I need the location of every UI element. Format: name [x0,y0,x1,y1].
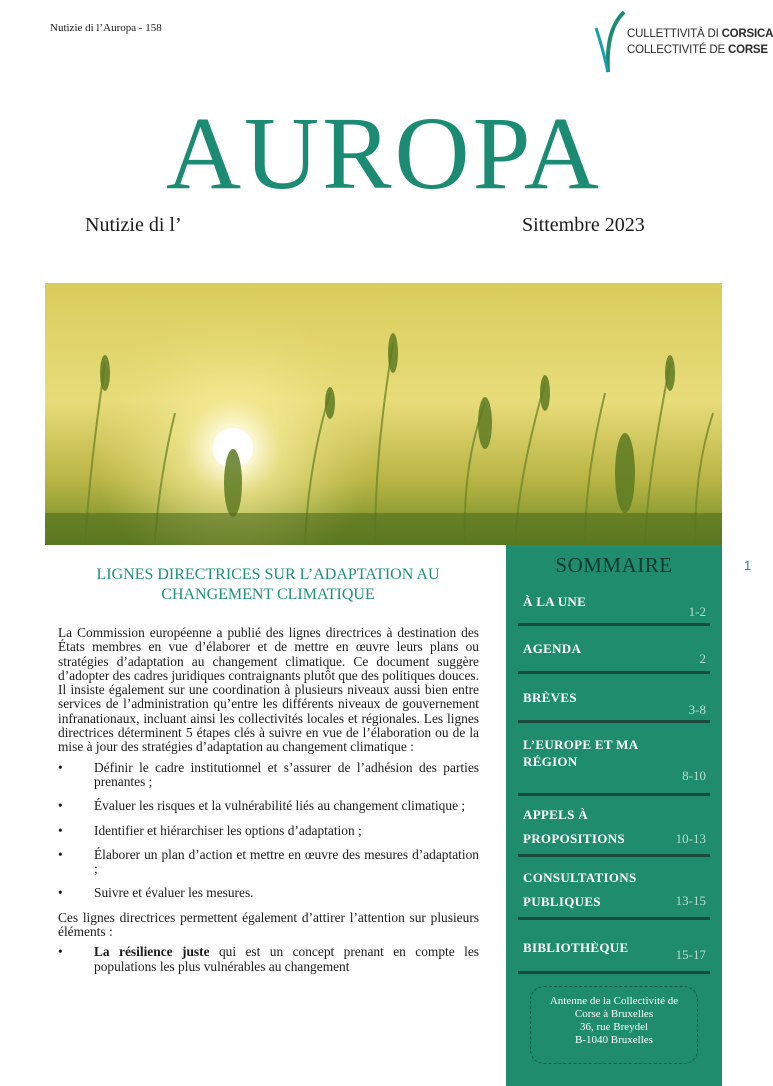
list-item: • Élaborer un plan d’action et mettre en œuvre des mesures d’adaptation ; [58,848,479,877]
masthead-title: AUROPA [165,96,603,211]
list-item: • Identifier et hiérarchiser les options d’adaptation ; [58,824,479,838]
elements-list [58,945,479,974]
article-body [58,626,479,984]
logo-text-corse: COLLECTIVITÉ DE CORSE [627,44,768,56]
page-number: 1 [744,558,752,573]
hero-image-wheat-sunset [45,283,722,545]
article-intro: La Commission européenne a publié des lignes directrices à destination des États membres en vue d’élaborer et de mettre en œuvre leurs plans ou stratégies d’adaptation au changement climatique. Ce document suggère d’adopter des cadres juridiques contraignants plutôt que des politiques douces. Il insiste également sur une coordination à plusieurs niveaux aussi bien entre services de l’administration qu’entre les différents niveaux de gouvernement infranationaux, incluant ainsi les collectivités locales et régionales. Les lignes directrices déterminent 5 étapes clés à suivre en vue de l’élaboration ou de la mise à jour des stratégies d’adaptation au changement climatique : [58,625,479,755]
sommaire-item-consultations[interactable]: CONSULTATIONS PUBLIQUES 13-15 [518,865,710,920]
collectivite-de-corse-logo [594,6,773,76]
sommaire-title: SOMMAIRE [555,553,673,577]
address-line: Antenne de la Collectivité de [549,995,679,1007]
logo-mark-icon [594,10,628,76]
address-box [530,986,698,1064]
address-line: B-1040 Bruxelles [575,1034,653,1046]
article-title: LIGNES DIRECTRICES SUR L’ADAPTATION AU CHANGEMENT CLIMATIQUE [96,566,440,603]
sommaire-sidebar [506,545,722,1086]
sommaire-item-europe-region[interactable]: L’EUROPE ET MA RÉGION 8-10 [518,734,710,796]
issue-date: Sittembre 2023 [522,214,645,236]
logo-text-corsica: CULLETTIVITÀ DI CORSICA [627,28,773,40]
article-paragraph: Ces lignes directrices permettent également d’attirer l’attention sur plusieurs éléments : [58,909,479,940]
list-item: • Définir le cadre institutionnel et s’assurer de l’adhésion des parties prenantes ; [58,761,479,790]
address-line: Corse à Bruxelles [574,1008,654,1020]
sommaire-item-appels[interactable]: APPELS À PROPOSITIONS 10-13 [518,803,710,857]
resilience-term: La résilience juste [94,944,210,960]
issue-number: Nutizie di l’Auropa - 158 [50,22,162,34]
list-item: • Évaluer les risques et la vulnérabilité liés au changement climatique ; [58,799,479,813]
sommaire-item-a-la-une[interactable]: À LA UNE 1-2 [518,590,710,626]
sommaire-item-breves[interactable]: BRÈVES 3-8 [518,685,710,723]
sommaire-item-agenda[interactable]: AGENDA 2 [518,636,710,674]
steps-list [58,761,479,901]
list-item: • Suivre et évaluer les mesures. [58,886,479,900]
sommaire-item-bibliotheque[interactable]: BIBLIOTHÈQUE 15-17 [518,936,710,974]
address-line: 36, rue Breydel [579,1021,649,1033]
masthead-subtitle: Nutizie di l’ [85,214,182,236]
list-item: • La résilience juste qui est un concept prenant en compte les populations les plus vulnérables au changement [58,945,479,974]
